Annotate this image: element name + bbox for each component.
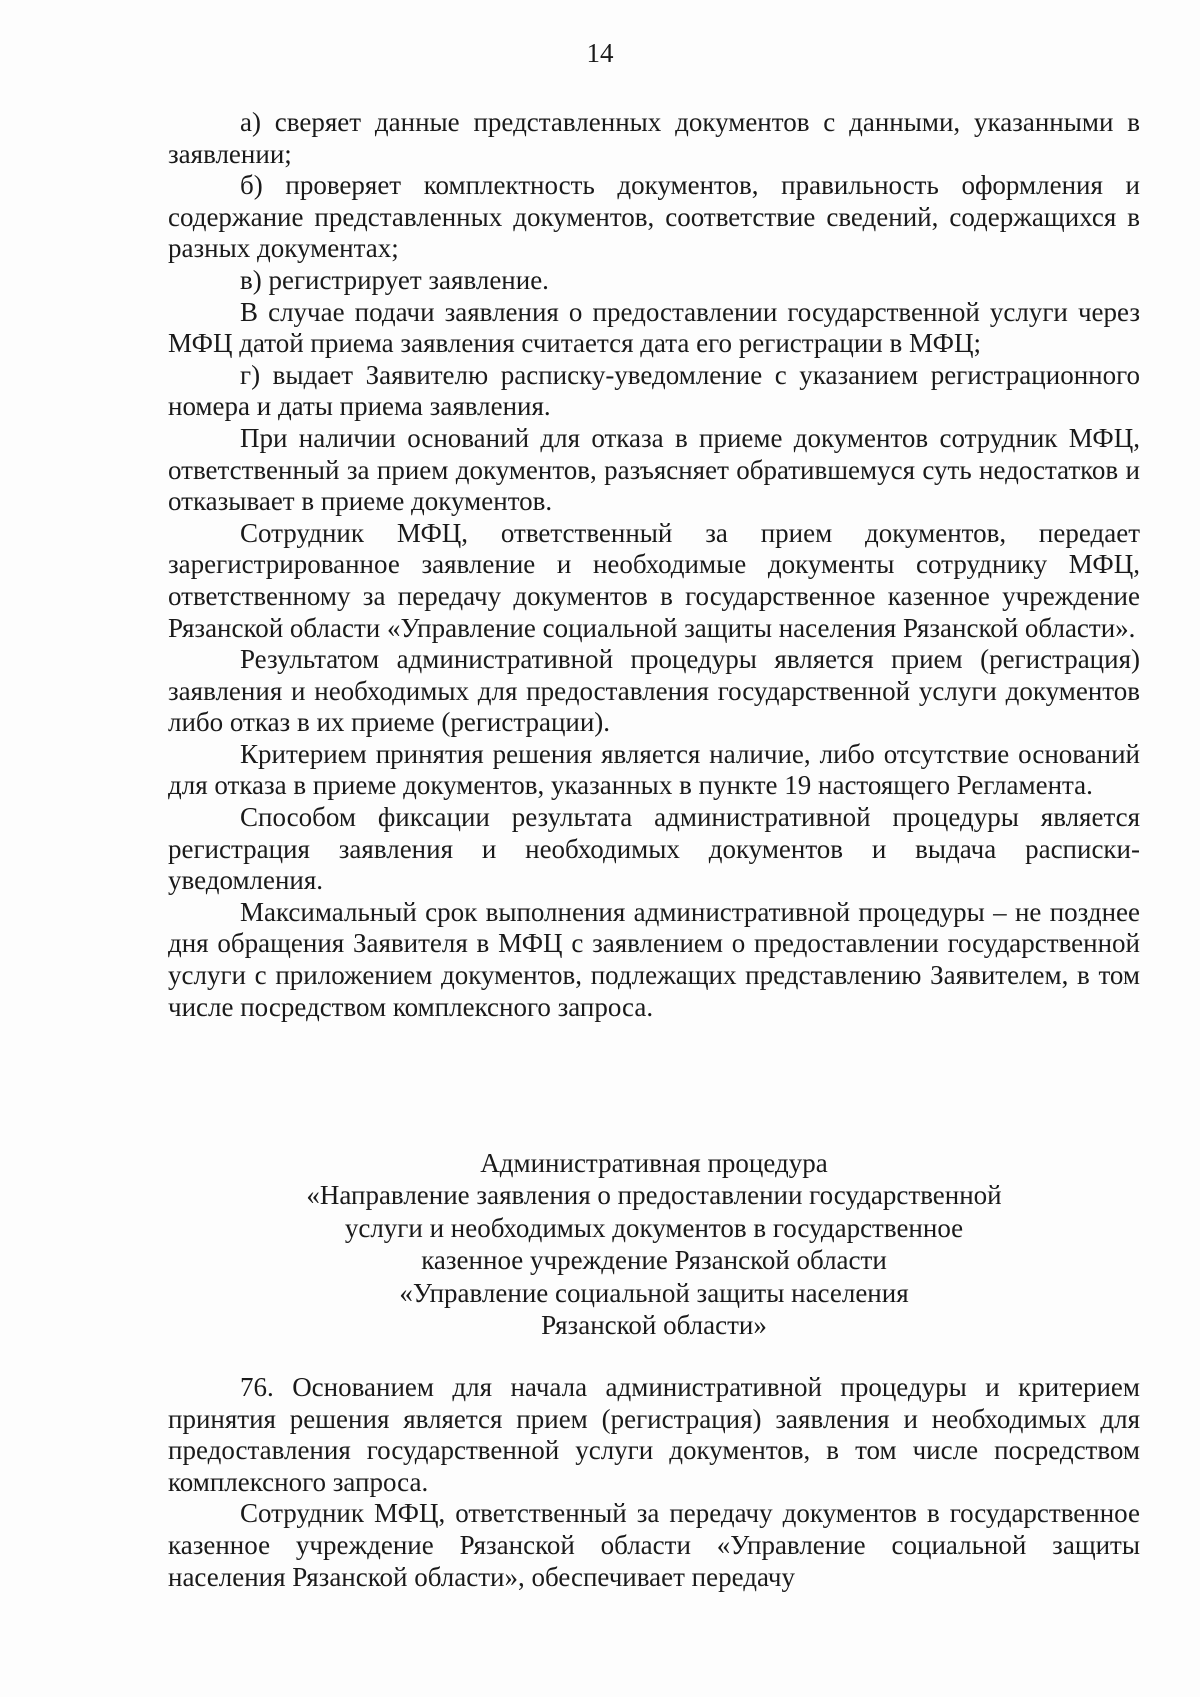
section-heading [168, 1147, 1140, 1341]
heading-line: услуги и необходимых документов в государственное [344, 1212, 964, 1243]
heading-line: «Управление социальной защиты населения [399, 1277, 909, 1308]
heading-line: Рязанской области» [541, 1310, 767, 1341]
paragraph-refusal: При наличии оснований для отказа в приеме документов сотрудник МФЦ, ответственный за прием документов, разъясняет обратившемуся суть недостатков и отказывает в приеме документов. [168, 422, 1140, 517]
paragraph-76: 76. Основанием для начала административной процедуры и критерием принятия решения является прием (регистрация) заявления и необходимых для предоставления государственной услуги документов, в том числе посредством комплексного запроса. [168, 1372, 1140, 1497]
paragraph-c: в) регистрирует заявление. [240, 264, 549, 295]
paragraph-result: Результатом административной процедуры является прием (регистрация) заявления и необходимых для предоставления государственной услуги документов либо отказ в их приеме (регистрации). [168, 644, 1140, 738]
heading-line: Административная процедура [480, 1148, 828, 1178]
paragraph-fixation: Способом фиксации результата административной процедуры является регистрация заявления и необходимых документов и выдача расписки-уведомления. [168, 802, 1140, 896]
heading-line: «Направление заявления о предоставлении государственной [306, 1180, 1002, 1211]
heading-line: казенное учреждение Рязанской области [421, 1245, 887, 1276]
paragraph-employee-transfer: Сотрудник МФЦ, ответственный за передачу документов в государственное казенное учреждение Рязанской области «Управление социальной защиты населения Рязанской области», обеспечивает передачу [168, 1498, 1140, 1592]
paragraph-b: б) проверяет комплектность документов, правильность оформления и содержание представленных документов, соответствие сведений, содержащихся в разных документах; [168, 170, 1140, 264]
paragraph-transfer: Сотрудник МФЦ, ответственный за прием документов, передает зарегистрированное заявление и необходимые документы сотруднику МФЦ, ответственному за передачу документов в государственное казенное учреждение Рязанской области «Управление социальной защиты населения Рязанской области». [168, 517, 1140, 643]
paragraph-d: г) выдает Заявителю расписку-уведомление с указанием регистрационного номера и даты приема заявления. [168, 359, 1140, 422]
page-number: 14 [586, 38, 614, 68]
document-body-continued [168, 1372, 1140, 1593]
document-body [168, 107, 1140, 1023]
paragraph-max-term: Максимальный срок выполнения административной процедуры – не позднее дня обращения Заявителя в МФЦ с заявлением о предоставлении государственной услуги с приложением документов, подлежащих представлению Заявителем, в том числе посредством комплексного запроса. [168, 896, 1140, 1022]
paragraph-a: а) сверяет данные представленных документов с данными, указанными в заявлении; [168, 107, 1140, 169]
paragraph-mfc-date: В случае подачи заявления о предоставлении государственной услуги через МФЦ датой приема заявления считается дата его регистрации в МФЦ; [168, 296, 1140, 359]
paragraph-criterion: Критерием принятия решения является наличие, либо отсутствие оснований для отказа в приеме документов, указанных в пункте 19 настоящего Регламента. [168, 738, 1140, 801]
